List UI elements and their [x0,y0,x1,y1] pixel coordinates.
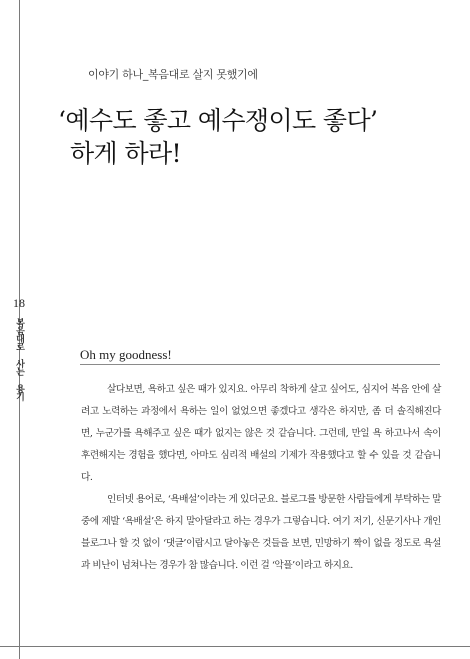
subheading: Oh my goodness! [80,347,172,362]
body-text [81,379,441,577]
running-title: 복음대로 사는 용기 [14,318,24,400]
section-label: 이야기 하나_복음대로 살지 못했기에 [88,68,258,81]
page-number: 18 [13,296,25,310]
bottom-margin-rule [0,646,470,647]
paragraph: 인터넷 용어로, ‘욕배설’이라는 게 있더군요. 블로그를 방문한 사람들에게 부탁하는 말 중에 제발 ‘욕배설’은 하지 말아달라고 하는 경우가 그렇습니다. 여기 저기, 신문기사나 개인 블로그나 할 것 없이 ‘댓글’이랍시고 달아놓은 것들을 보면, 민망하기 짝이 없을 정도로 욕설과 비난이 넘쳐나는 경우가 참 많습니다. 이런 걸 ‘악플’이라고 하지요. [81,494,441,571]
subheading-underline [80,364,440,365]
chapter-headline [58,104,438,170]
paragraph: 살다보면, 욕하고 싶은 때가 있지요. 아무리 착하게 살고 싶어도, 심지어 복음 안에 살려고 노력하는 과정에서 욕하는 일이 없었으면 좋겠다고 생각은 하지만, 좀 더 솔직해진다면, 누군가를 욕해주고 싶은 때가 없지는 않은 것 같습니다. 그런데, 만일 욕 하고나서 속이 후련해지는 경험을 했다면, 아마도 심리적 배설의 기제가 작용했다고 할 수 있을 것 같습니다. [81,384,441,483]
headline-line-1: ‘예수도 좋고 예수쟁이도 좋다’ [58,106,378,135]
headline-line-2: 하게 하라! [70,139,181,168]
